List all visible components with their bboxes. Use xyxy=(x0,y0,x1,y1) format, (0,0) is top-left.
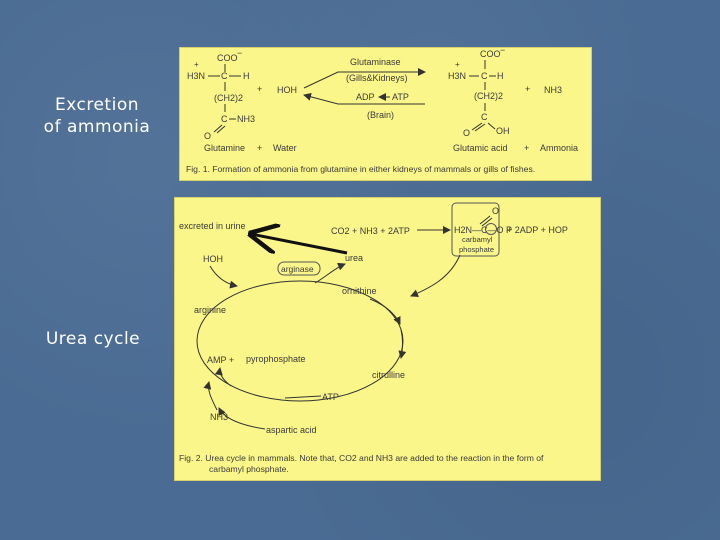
glutamic-h3n: H3N xyxy=(448,71,467,81)
location-gills-kidneys: (Gills&Kidneys) xyxy=(346,73,408,83)
glutamic-acid-name: Glutamic acid xyxy=(453,143,508,153)
cycle-direction-arrow-top xyxy=(370,299,400,324)
glutamic-acid-o: O xyxy=(463,128,471,138)
glutamine-amide-c: C xyxy=(221,114,228,124)
hoh-label: HOH xyxy=(203,254,223,264)
glutamine-h: H xyxy=(243,71,250,81)
glutamine-amide-o: O xyxy=(204,131,212,141)
ammonia-name: Ammonia xyxy=(540,143,579,153)
arginine-label: arginine xyxy=(194,305,227,315)
atp-label: ATP xyxy=(322,392,339,402)
excreted-in-urine: excreted in urine xyxy=(179,221,246,231)
plus-sign: + xyxy=(525,84,531,94)
bond xyxy=(475,124,485,131)
plus-sign: + xyxy=(257,143,263,153)
location-brain: (Brain) xyxy=(367,110,395,120)
ornithine-label: ornithine xyxy=(342,286,377,296)
carbamyl-o: O xyxy=(492,206,500,216)
glutamic-coo: COO xyxy=(480,49,501,59)
atp-label: ATP xyxy=(392,92,409,102)
bond xyxy=(480,216,490,224)
plus-sign: + xyxy=(257,84,263,94)
glutamic-alpha-c: C xyxy=(481,71,488,81)
water-formula: HOH xyxy=(277,85,297,95)
nh3-arrow xyxy=(208,382,217,410)
nh3-label: NH3 xyxy=(210,412,229,422)
bond xyxy=(217,126,225,133)
glutamic-acid-oh: OH xyxy=(496,126,510,136)
carbamyl-name-1: carbamyl xyxy=(462,235,493,244)
figure-2-urea-cycle xyxy=(174,197,601,481)
plus-sign: + xyxy=(524,143,530,153)
bond xyxy=(488,123,495,129)
glutamine-coo: COO xyxy=(217,53,238,63)
arginase-label: arginase xyxy=(281,264,314,274)
glutamine-ch2: (CH2)2 xyxy=(214,93,244,103)
products-label: + 2ADP + HOP xyxy=(507,225,568,235)
water-name: Water xyxy=(273,143,297,153)
amp-arrow xyxy=(220,368,231,386)
urea-label: urea xyxy=(345,253,364,263)
atp-arrow xyxy=(285,396,321,398)
cycle-direction-arrow xyxy=(401,330,403,358)
bond xyxy=(214,125,222,132)
bond xyxy=(472,123,482,130)
urea-cycle-label-text: Urea cycle xyxy=(45,329,141,349)
glutamine-amide-nh3: NH3 xyxy=(237,114,256,124)
glutamic-plus-charge: + xyxy=(455,60,460,69)
enzyme-glutaminase: Glutaminase xyxy=(350,57,401,67)
glutamine-alpha-c: C xyxy=(221,71,228,81)
excretion-arrow xyxy=(251,234,347,253)
glutamine-name: Glutamine xyxy=(204,143,246,153)
urea-cycle-label xyxy=(18,328,168,350)
figure-2-caption-line-1: Fig. 2. Urea cycle in mammals. Note that, CO2 and NH3 are added to the reaction in the form of xyxy=(179,453,544,463)
figure-2-diagram xyxy=(175,198,600,480)
glutamine-plus-charge: + xyxy=(194,60,199,69)
glutamine-charge: − xyxy=(237,48,243,58)
aspartic-acid-label: aspartic acid xyxy=(266,425,317,435)
figure-1-diagram xyxy=(180,48,591,180)
glutamic-acid-c: C xyxy=(481,112,488,122)
figure-1-ammonia-formation xyxy=(179,47,592,181)
glutamine-h3n: H3N xyxy=(187,71,206,81)
glutamic-ch2: (CH2)2 xyxy=(474,91,504,101)
glutamic-charge: − xyxy=(500,48,506,55)
pyrophosphate-label: pyrophosphate xyxy=(246,354,306,364)
excretion-label xyxy=(22,94,172,138)
excretion-label-line1: Excretion xyxy=(55,95,139,115)
figure-2-caption-line-2: carbamyl phosphate. xyxy=(209,464,289,474)
carbamyl-name-2: phosphate xyxy=(459,245,495,254)
hoh-arrow xyxy=(210,266,237,286)
carbamyl-to-cycle-arrow xyxy=(411,255,460,296)
glutamic-h: H xyxy=(497,71,504,81)
carbamyl-formula: H2N—C—O P xyxy=(454,225,513,235)
figure-1-caption: Fig. 1. Formation of ammonia from glutamine in either kidneys of mammals or gills of fishes. xyxy=(186,164,536,174)
adp-label: ADP xyxy=(356,92,375,102)
reactants-label: CO2 + NH3 + 2ATP xyxy=(331,226,410,236)
amp-label: AMP + xyxy=(207,355,235,365)
excretion-label-line2: of ammonia xyxy=(43,117,151,137)
citrulline-label: citrulline xyxy=(372,370,406,380)
ammonia-formula: NH3 xyxy=(544,85,563,95)
